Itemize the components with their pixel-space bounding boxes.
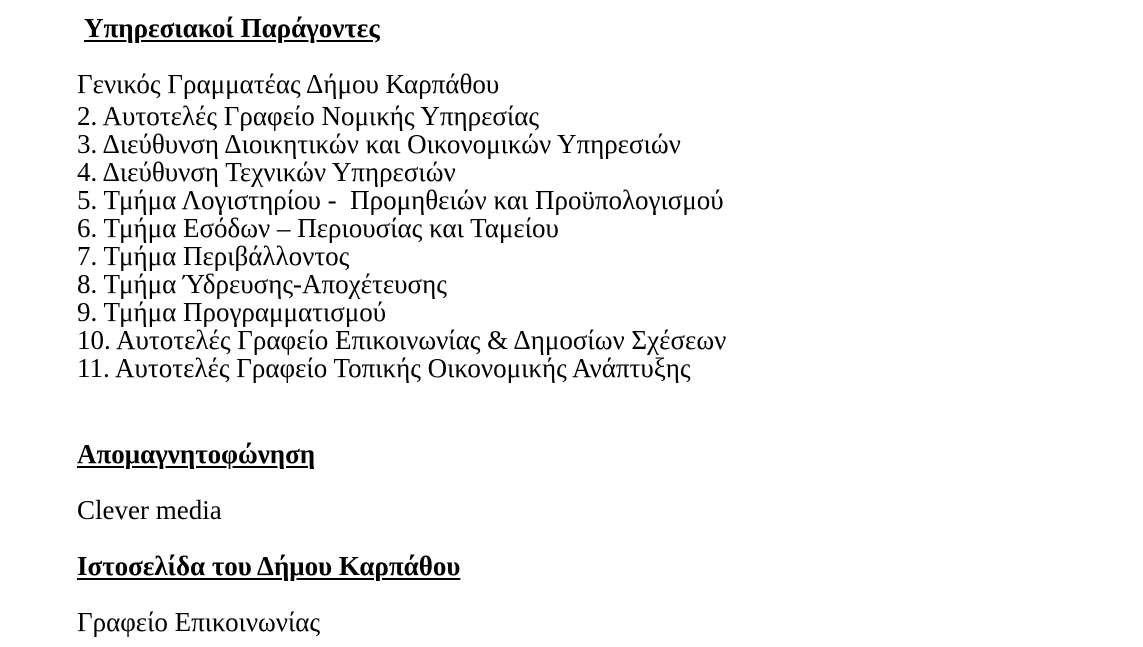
services-list (77, 102, 726, 382)
list-item: 8. Τμήμα Ύδρευσης-Αποχέτευσης (77, 269, 447, 299)
services-heading: Υπηρεσιακοί Παράγοντες (84, 13, 380, 43)
list-item: 7. Τμήμα Περιβάλλοντος (77, 241, 350, 271)
list-item: 9. Τμήμα Προγραμματισμού (77, 297, 387, 327)
list-item: 4. Διεύθυνση Τεχνικών Υπηρεσιών (77, 157, 456, 187)
transcription-value: Clever media (77, 495, 222, 525)
list-item: 6. Τμήμα Εσόδων – Περιουσίας και Ταμείου (77, 213, 559, 243)
transcription-heading: Απομαγνητοφώνηση (77, 439, 316, 469)
general-secretary-line: Γενικός Γραμματέας Δήμου Καρπάθου (77, 69, 500, 99)
list-item: 5. Τμήμα Λογιστηρίου - Προμηθειών και Προϋπολογισμού (77, 185, 724, 215)
list-item: 2. Αυτοτελές Γραφείο Νομικής Υπηρεσίας (77, 101, 540, 131)
website-value: Γραφείο Επικοινωνίας (77, 607, 321, 637)
list-item: 10. Αυτοτελές Γραφείο Επικοινωνίας & Δημοσίων Σχέσεων (77, 325, 727, 355)
list-item: 11. Αυτοτελές Γραφείο Τοπικής Οικονομικής Ανάπτυξης (77, 353, 691, 383)
list-item: 3. Διεύθυνση Διοικητικών και Οικονομικών Υπηρεσιών (77, 129, 681, 159)
website-heading: Ιστοσελίδα του Δήμου Καρπάθου (77, 551, 461, 581)
document-page (77, 0, 1117, 647)
